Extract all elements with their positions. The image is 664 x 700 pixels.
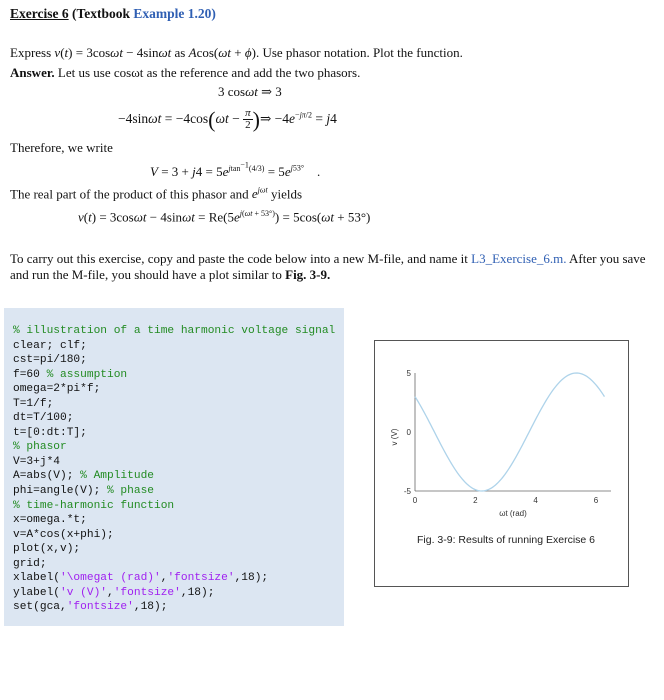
result-plot: [375, 341, 628, 531]
code-line: t=[0:dt:T];: [13, 426, 87, 439]
matlab-code-block[interactable]: [13, 324, 335, 615]
figure-reference: Fig. 3-9.: [285, 267, 331, 282]
exercise-number: Exercise 6: [10, 6, 69, 21]
code-line: grid;: [13, 557, 47, 570]
code-line: % time-harmonic function: [13, 499, 175, 512]
equation-inline-2: Acos(ωt + ϕ): [188, 45, 256, 60]
y-tick-labels: [404, 369, 412, 496]
therefore-text: Therefore, we write: [10, 140, 113, 155]
y-tick-label: 0: [406, 428, 411, 437]
x-tick-label: 6: [593, 496, 599, 505]
code-line: plot(x,v);: [13, 543, 81, 556]
code-line: % phasor: [13, 441, 67, 454]
code-line: V=3+j*4: [13, 455, 60, 468]
plot-area: [415, 373, 611, 491]
answer-label: Answer.: [10, 65, 55, 80]
code-line: T=1/f;: [13, 397, 54, 410]
code-line: xlabel('\omegat (rad)','fontsize',18);: [13, 572, 269, 585]
code-line: dt=T/100;: [13, 412, 74, 425]
figure-caption: Fig. 3-9: Results of running Exercise 6: [417, 534, 595, 546]
exercise-heading: [10, 6, 216, 22]
x-axis-label: ωt (rad): [499, 509, 527, 518]
code-line: ylabel('v (V)','fontsize',18);: [13, 586, 215, 599]
equation-inline-1: v(t) = 3cosωt − 4sinωt: [54, 45, 172, 60]
y-tick-label: 5: [406, 369, 411, 378]
example-link[interactable]: Example 1.20): [133, 6, 216, 21]
x-tick-label: 2: [473, 496, 478, 505]
equation-sin-phasor: $-4\sin\omega t = -4\cos(\omega t - \frac{\pi}{2})\Rightarrow -4e^{-j\pi/2} = j4$: [118, 107, 337, 132]
real-part-text: The real part of the product of this phasor and $e^{j\omega t}$ yields: [10, 186, 303, 202]
code-line: x=omega.*t;: [13, 514, 87, 527]
instructions-paragraph: To carry out this exercise, copy and paste the code below into a new M-file, and name it L3_Exercise_6.m. After you save and run the M-file, you should have a plot similar to Fig. 3-9.: [10, 251, 646, 282]
textbook-label: (Textbook: [71, 6, 130, 21]
code-line: v=A*cos(x+phi);: [13, 528, 114, 541]
code-line: clear; clf;: [13, 339, 87, 352]
x-tick-label: 0: [412, 496, 418, 505]
code-line: omega=2*pi*f;: [13, 383, 101, 396]
answer-text: Let us use cosωt as the reference and add the two phasors.: [57, 65, 361, 80]
answer-line: [10, 65, 360, 81]
y-tick-label: -5: [403, 487, 411, 496]
x-tick-labels: [413, 496, 599, 505]
equation-final: $v(t) = 3\cos\omega t - 4\sin\omega t = Re(5e^{j(\omega t + 53^\circ)}) = 5\cos(\omega t + 53^\circ)$: [78, 209, 371, 225]
code-line: A=abs(V); % Amplitude: [13, 470, 154, 483]
x-tick-label: 4: [533, 496, 538, 505]
equation-cos-phasor: 3 cosωt ⇒ 3: [218, 84, 282, 99]
y-axis-label: v (V): [390, 428, 399, 446]
code-line: f=60 % assumption: [13, 368, 128, 381]
problem-statement: Express v(t) = 3cosωt − 4sinωt as Acos(ωt + ϕ). Use phasor notation. Plot the function.: [10, 45, 463, 60]
equation-phasor-v: $V = 3 + j4 = 5e^{jtan^{-1}(4/3)} = 5e^{j53^\circ}$ .: [150, 160, 321, 179]
code-line: set(gca,'fontsize',18);: [13, 601, 168, 614]
code-line: % illustration of a time harmonic voltage signal: [13, 325, 336, 337]
code-line: cst=pi/180;: [13, 354, 87, 367]
filename-link[interactable]: L3_Exercise_6.m.: [471, 251, 567, 266]
code-line: phi=angle(V); % phase: [13, 485, 154, 498]
